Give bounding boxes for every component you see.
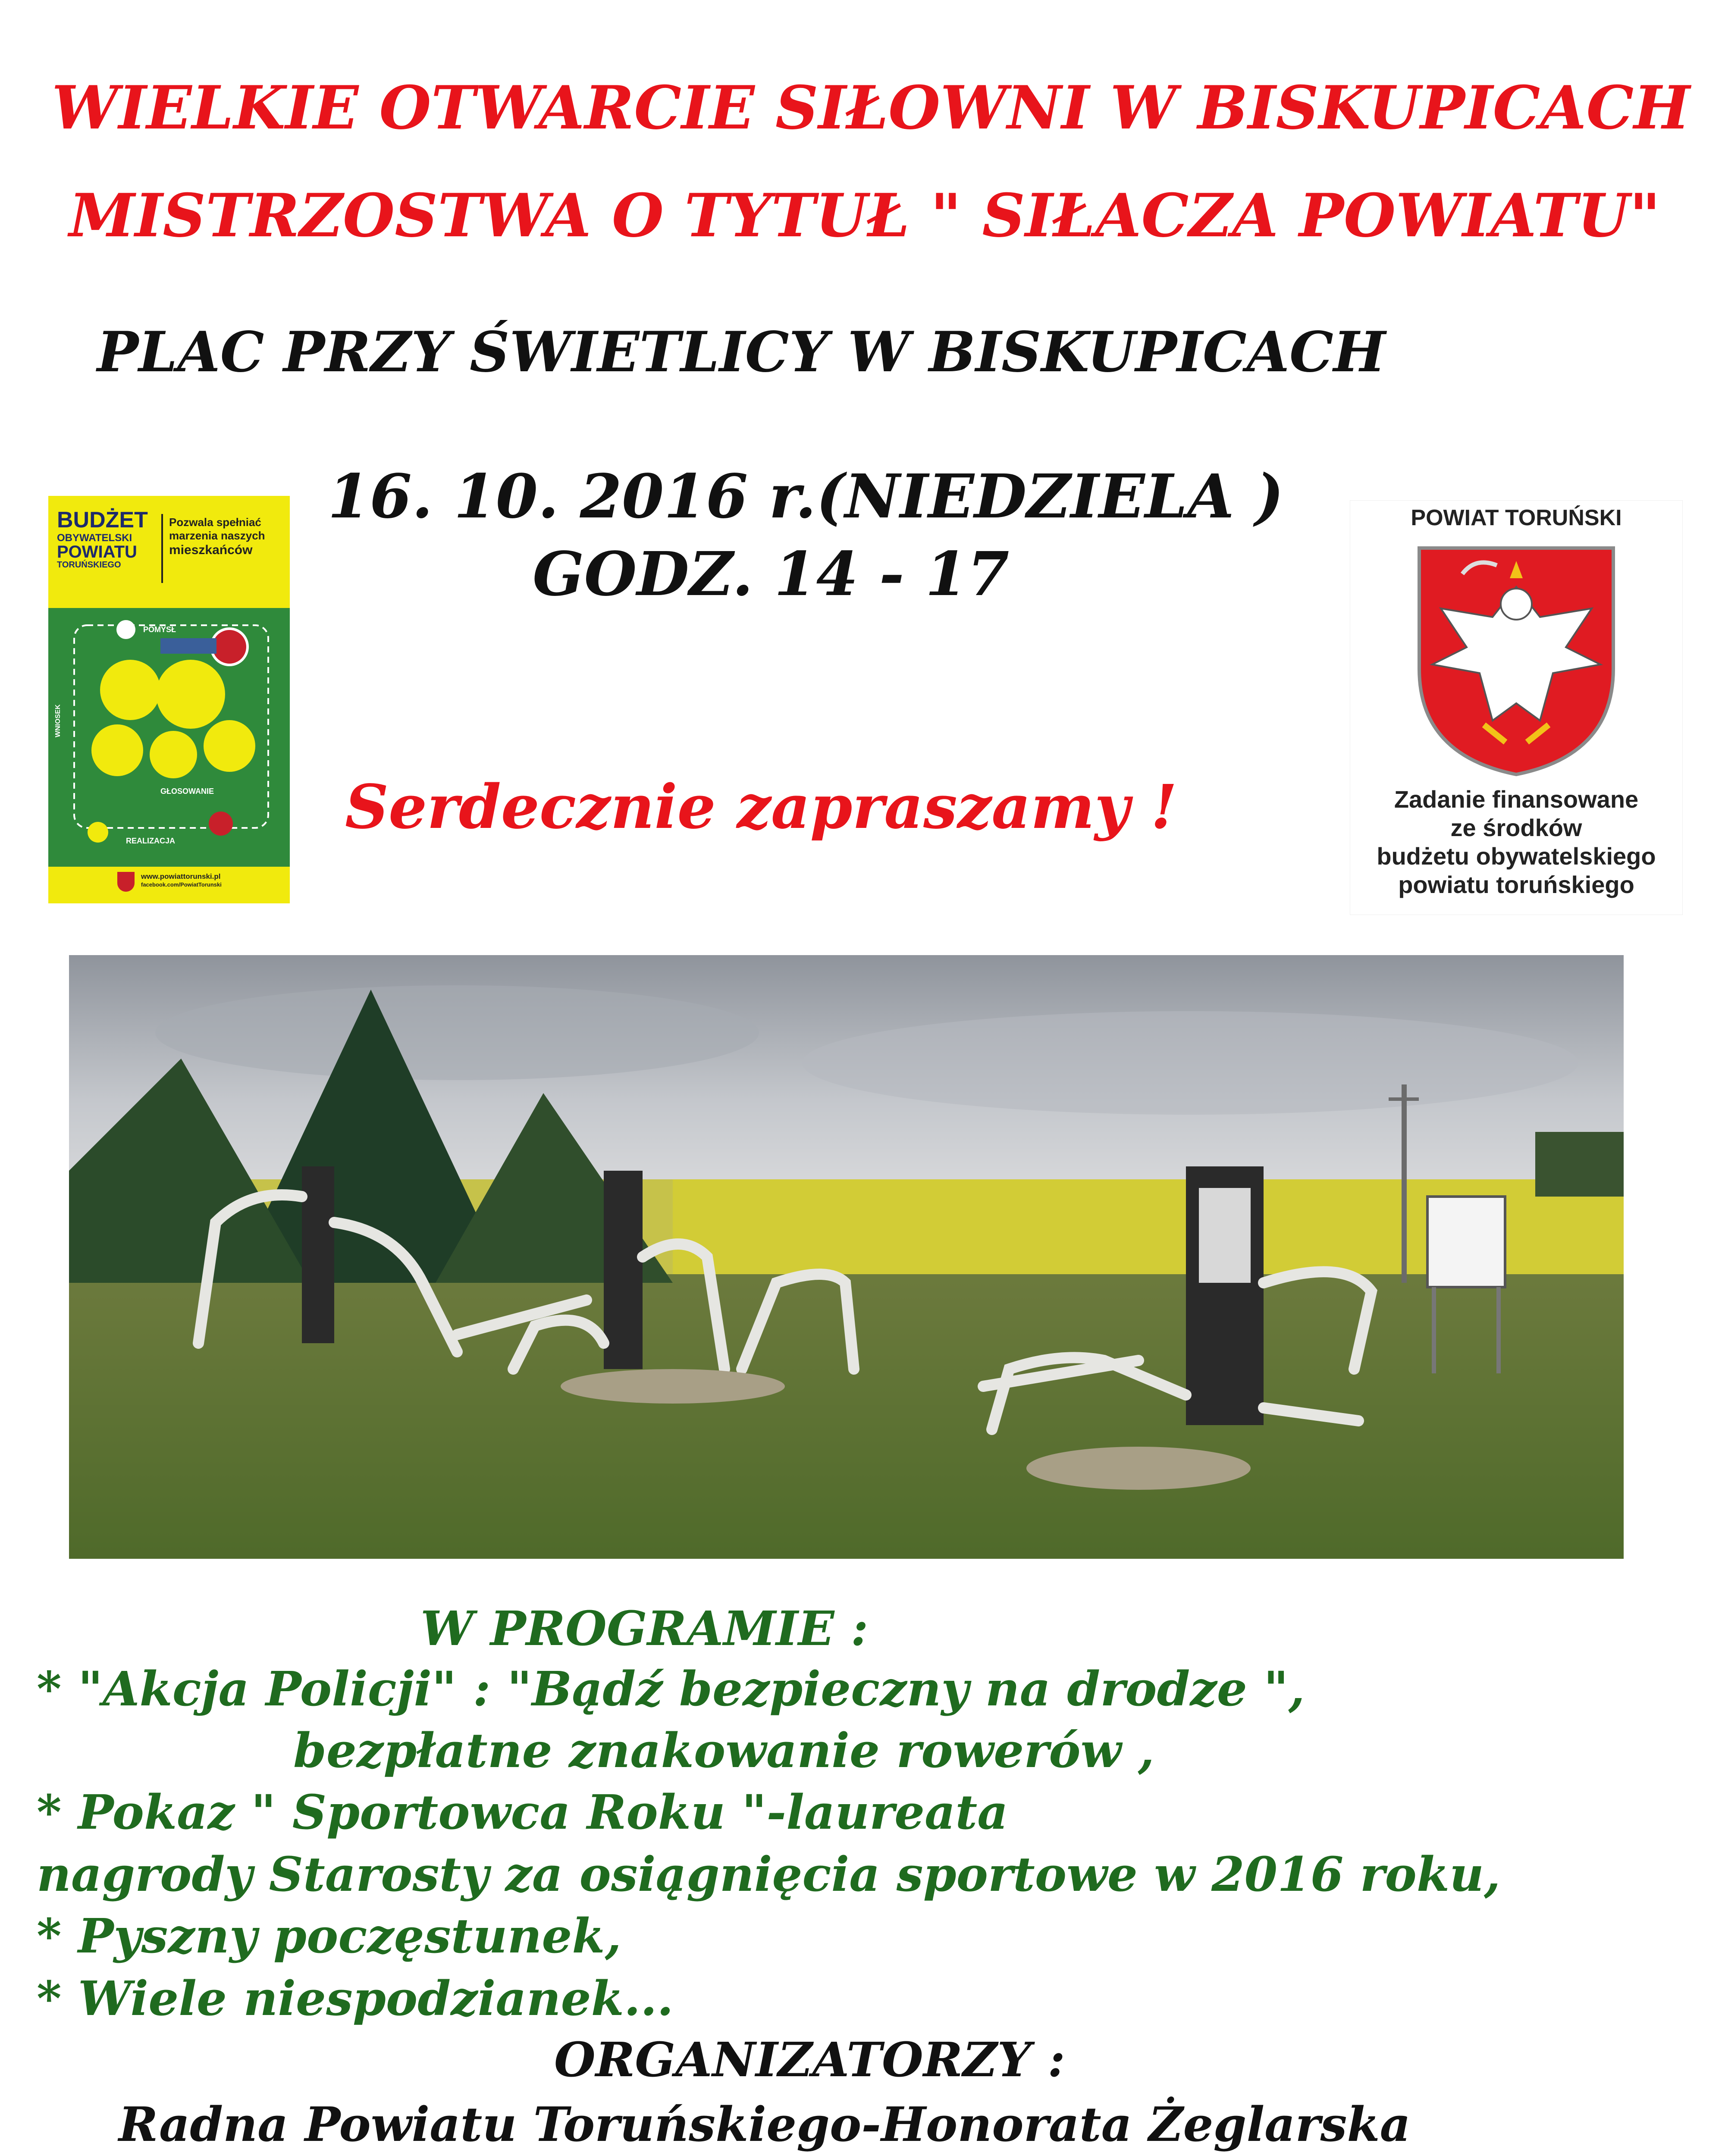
gear-icon (150, 731, 197, 778)
event-date: 16. 10. 2016 r.(NIEDZIELA ) (328, 461, 1284, 532)
organizer-1: Radna Powiatu Toruńskiego-Honorata Żeglarska (119, 2096, 1411, 2152)
eagle-coat-of-arms-icon (1411, 539, 1622, 781)
program-line-6: * Wiele niespodzianek... (37, 1971, 674, 2026)
gears-diagram (48, 608, 290, 867)
invitation: Serdecznie zapraszamy ! (345, 772, 1177, 843)
leaflet-slogan-3: mieszkańców (169, 543, 253, 558)
budget-leaflet (48, 496, 290, 903)
program-line-3: * Pokaz " Sportowca Roku "-laureata (37, 1784, 1008, 1840)
hand-icon (160, 638, 216, 654)
program-line-2: bezpłatne znakowanie rowerów , (293, 1723, 1154, 1778)
location: PLAC PRZY ŚWIETLICY W BISKUPICACH (97, 320, 1386, 385)
arms-caption-3: budżetu obywatelskiego (1377, 843, 1656, 870)
leaflet-facebook: facebook.com/PowiatTorunski (141, 881, 222, 888)
leaflet-slogan-2: marzenia naszych (169, 529, 265, 542)
tools-icon (209, 812, 233, 836)
arms-caption-4: powiatu toruńskiego (1398, 871, 1634, 899)
arms-caption-1: Zadanie finansowane (1394, 786, 1639, 813)
title-line-1: WIELKIE OTWARCIE SIŁOWNI W BISKUPICACH (52, 72, 1690, 143)
button-icon (211, 629, 248, 665)
outdoor-gym-photo (69, 955, 1624, 1559)
program-line-5: * Pyszny poczęstunek, (37, 1908, 621, 1964)
program-line-4: nagrody Starosty za osiągnięcia sportowe w 2016 roku, (37, 1846, 1501, 1902)
gym-photo-illustration (69, 955, 1624, 1559)
leaflet-url: www.powiattorunski.pl (141, 872, 221, 881)
coat-of-arms-panel (1350, 500, 1683, 915)
step-glosowanie: GŁOSOWANIE (160, 787, 214, 796)
leaflet-process-diagram (48, 608, 290, 867)
coat-of-arms-small-icon (117, 872, 135, 892)
gear-icon (100, 660, 160, 720)
step-pomysl: POMYSŁ (143, 625, 176, 634)
organizers-heading: ORGANIZATORZY : (554, 2032, 1065, 2087)
leaflet-footer (48, 867, 290, 903)
step-wniosek: WNIOSEK (54, 704, 62, 737)
event-time: GODZ. 14 - 17 (533, 539, 1010, 610)
step-realizacja: REALIZACJA (126, 837, 176, 845)
program-heading: W PROGRAMIE : (420, 1601, 869, 1656)
leaflet-obywatelski: OBYWATELSKI (57, 532, 132, 544)
thumbs-up-icon (88, 822, 108, 843)
leaflet-budget-word: BUDŻET (57, 508, 148, 533)
leaflet-header (48, 496, 290, 604)
program-line-1: * "Akcja Policji" : "Bądź bezpieczny na drodze ", (37, 1661, 1305, 1717)
lightbulb-icon (116, 620, 135, 639)
gear-icon (156, 660, 225, 729)
arms-caption-2: ze środków (1450, 814, 1582, 842)
gear-icon (91, 724, 143, 776)
leaflet-slogan-1: Pozwala spełniać (169, 516, 261, 529)
leaflet-powiatu: POWIATU (57, 542, 137, 561)
gear-icon (204, 720, 255, 772)
title-line-2: MISTRZOSTWA O TYTUŁ " SIŁACZA POWIATU" (69, 180, 1661, 251)
arms-header: POWIAT TORUŃSKI (1411, 505, 1622, 530)
leaflet-torunskiego: TORUŃSKIEGO (57, 560, 121, 570)
